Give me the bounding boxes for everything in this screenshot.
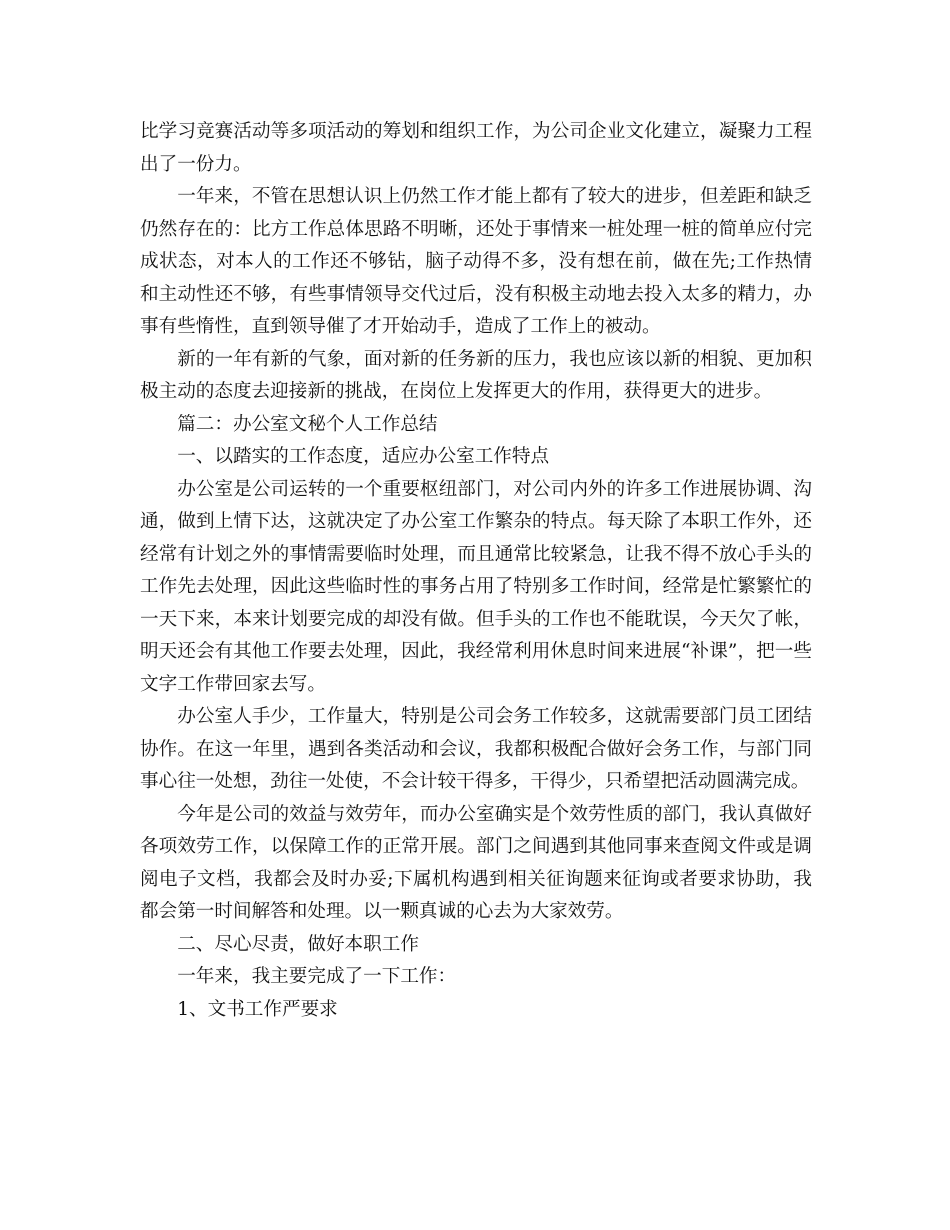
paragraph-office-role: 办公室是公司运转的一个重要枢纽部门，对公司内外的许多工作进展协调、沟通，做到上情下达，这就决定了办公室工作繁杂的特点。每天除了本职工作外，还经常有计划之外的事情需要临时处理，而且通常比较紧急，让我不得不放心手头的工作先去处理，因此这些临时性的事务占用了特别多工作时间，经常是忙繁繁忙的一天下来，本来计划要完成的却没有做。但手头的工作也不能耽误，今天欠了帐，明天还会有其他工作要去处理，因此，我经常利用休息时间来进展“补课”，把一些文字工作带回家去写。 [140, 478, 812, 695]
paragraph-new-year-outlook: 新的一年有新的气象，面对新的任务新的压力，我也应该以新的相貌、更加积极主动的态度去迎接新的挑战，在岗位上发挥更大的作用，获得更大的进步。 [140, 348, 812, 402]
list-item-document-work: 1、文书工作严要求 [177, 998, 338, 1020]
paragraph-work-intro: 一年来，我主要完成了一下工作： [177, 966, 457, 987]
paragraph-service: 今年是公司的效益与效劳年，而办公室确实是个效劳性质的部门，我认真做好各项效劳工作，以保障工作的正常开展。部门之间遇到其他同事来查阅文件或是调阅电子文档，我都会及时办妥;下属机构遇到相关征询题来征询或者要求协助，我都会第一时间解答和处理。以一颗真诚的心去为大家效劳。 [140, 803, 812, 922]
document-page [140, 116, 812, 1026]
paragraph-continuation: 比学习竞赛活动等多项活动的筹划和组织工作，为公司企业文化建立，凝聚力工程出了一份力。 [140, 121, 812, 175]
paragraph-teamwork: 办公室人手少，工作量大，特别是公司会务工作较多，这就需要部门员工团结协作。在这一年里，遇到各类活动和会议，我都积极配合做好会务工作，与部门同事心往一处想，劲往一处使，不会计较干得多，干得少，只希望把活动圆满完成。 [140, 706, 812, 792]
heading-two: 二、尽心尽责，做好本职工作 [177, 933, 419, 955]
paragraph-self-assessment: 一年来，不管在思想认识上仍然工作才能上都有了较大的进步，但差距和缺乏仍然存在的：比方工作总体思路不明晰，还处于事情来一桩处理一桩的简单应付完成状态，对本人的工作还不够钻，脑子动得不多，没有想在前，做在先;工作热情和主动性还不够，有些事情领导交代过后，没有积极主动地去投入太多的精力，办事有些惰性，直到领导催了才开始动手，造成了工作上的被动。 [140, 186, 812, 337]
section-title: 篇二：办公室文秘个人工作总结 [177, 413, 438, 435]
heading-one: 一、以踏实的工作态度，适应办公室工作特点 [177, 446, 550, 467]
